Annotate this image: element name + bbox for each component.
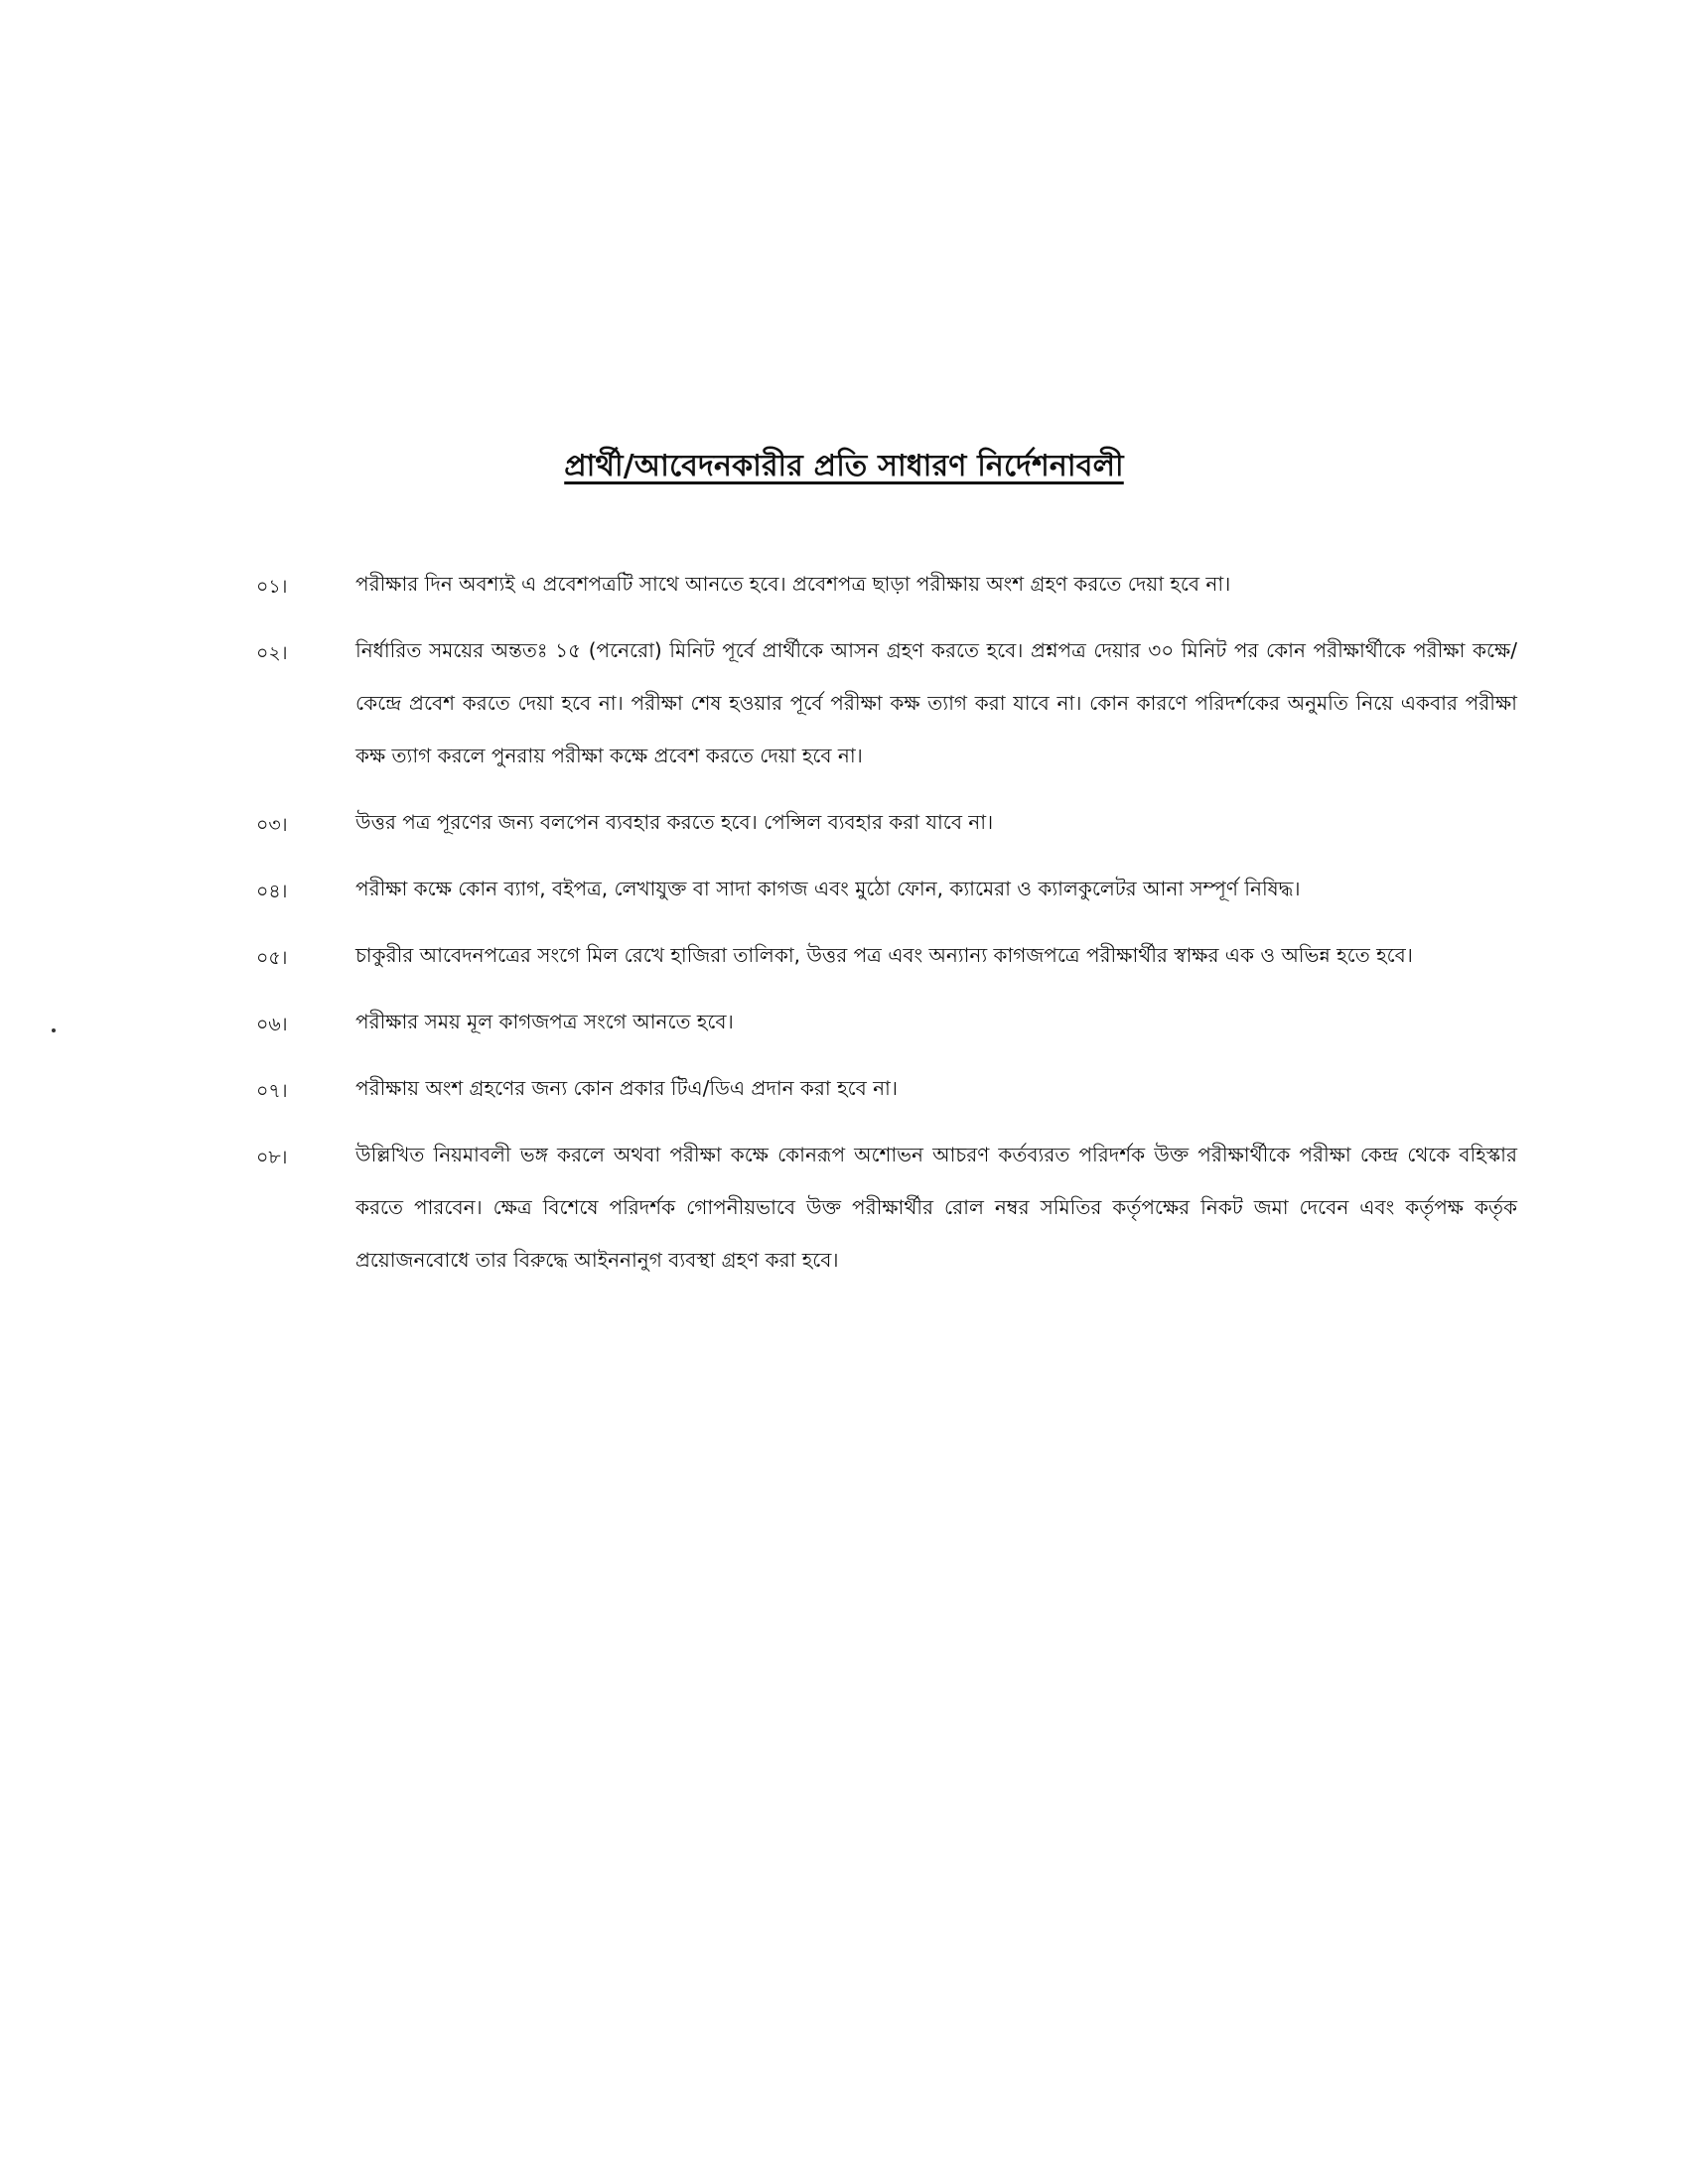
document-title: প্রার্থী/আবেদনকারীর প্রতি সাধারণ নির্দেশনাবলী [564, 449, 1124, 483]
instruction-number: ০৪। [256, 881, 288, 902]
instruction-number: ০৩। [256, 814, 288, 836]
instruction-item-6 [256, 996, 1517, 1048]
instruction-text: পরীক্ষা কক্ষে কোন ব্যাগ, বইপত্র, লেখাযুক্ত বা সাদা কাগজ এবং মুঠো ফোন, ক্যামেরা ও ক্যালকুলেটর আনা সম্পূর্ণ নিষিদ্ধ। [355, 877, 1301, 900]
instruction-item-2 [256, 624, 1517, 782]
instruction-text: উত্তর পত্র পূরণের জন্য বলপেন ব্যবহার করতে হবে। পেন্সিল ব্যবহার করা যাবে না। [355, 810, 994, 834]
instruction-item-3 [256, 796, 1517, 849]
instruction-text: নির্ধারিত সময়ের অন্ততঃ ১৫ (পনেরো) মিনিট পূর্বে প্রার্থীকে আসন গ্রহণ করতে হবে। প্রশ্নপত্র দেয়ার ৩০ মিনিট পর কোন পরীক্ষার্থীকে পরীক্ষা কক্ষে/কেন্দ্রে প্রবেশ করতে দেয়া হবে না। পরীক্ষা শেষ হওয়ার পূর্বে পরীক্ষা কক্ষ ত্যাগ করা যাবে না। কোন কারণে পরিদর্শকের অনুমতি নিয়ে একবার পরীক্ষা কক্ষ ত্যাগ করলে পুনরায় পরীক্ষা কক্ষে প্রবেশ করতে দেয়া হবে না। [355, 638, 1517, 767]
instruction-item-7 [256, 1062, 1517, 1115]
instruction-text: পরীক্ষার সময় মূল কাগজপত্র সংগে আনতে হবে। [355, 1010, 734, 1033]
instruction-item-1 [256, 558, 1517, 611]
instruction-number: ০১। [256, 576, 288, 598]
instruction-number: ০৫। [256, 947, 288, 969]
instructions-list [256, 558, 1517, 1300]
instruction-item-5 [256, 929, 1517, 982]
instruction-item-8 [256, 1129, 1517, 1287]
instruction-text: পরীক্ষায় অংশ গ্রহণের জন্য কোন প্রকার টিএ/ডিএ প্রদান করা হবে না। [355, 1076, 898, 1100]
instruction-text: চাকুরীর আবেদনপত্রের সংগে মিল রেখে হাজিরা তালিকা, উত্তর পত্র এবং অন্যান্য কাগজপত্রে পরীক্ষার্থীর স্বাক্ষর এক ও অভিন্ন হতে হবে। [355, 943, 1413, 967]
scan-speck-mark [52, 1028, 56, 1032]
instruction-text: পরীক্ষার দিন অবশ্যই এ প্রবেশপত্রটি সাথে আনতে হবে। প্রবেশপত্র ছাড়া পরীক্ষায় অংশ গ্রহণ করতে দেয়া হবে না। [355, 572, 1231, 596]
instruction-number: ০৭। [256, 1080, 288, 1102]
instruction-number: ০৬। [256, 1014, 288, 1035]
instruction-item-4 [256, 863, 1517, 915]
instruction-number: ০২। [256, 642, 288, 664]
instruction-text: উল্লিখিত নিয়মাবলী ভঙ্গ করলে অথবা পরীক্ষা কক্ষে কোনরূপ অশোভন আচরণ কর্তব্যরত পরিদর্শক উক্ত পরীক্ষার্থীকে পরীক্ষা কেন্দ্র থেকে বহিস্কার করতে পারবেন। ক্ষেত্র বিশেষে পরিদর্শক গোপনীয়ভাবে উক্ত পরীক্ষার্থীর রোল নম্বর সমিতির কর্তৃপক্ষের নিকট জমা দেবেন এবং কর্তৃপক্ষ কর্তৃক প্রয়োজনবোধে তার বিরুদ্ধে আইননানুগ ব্যবস্থা গ্রহণ করা হবে। [355, 1143, 1517, 1272]
instruction-number: ০৮। [256, 1147, 288, 1168]
